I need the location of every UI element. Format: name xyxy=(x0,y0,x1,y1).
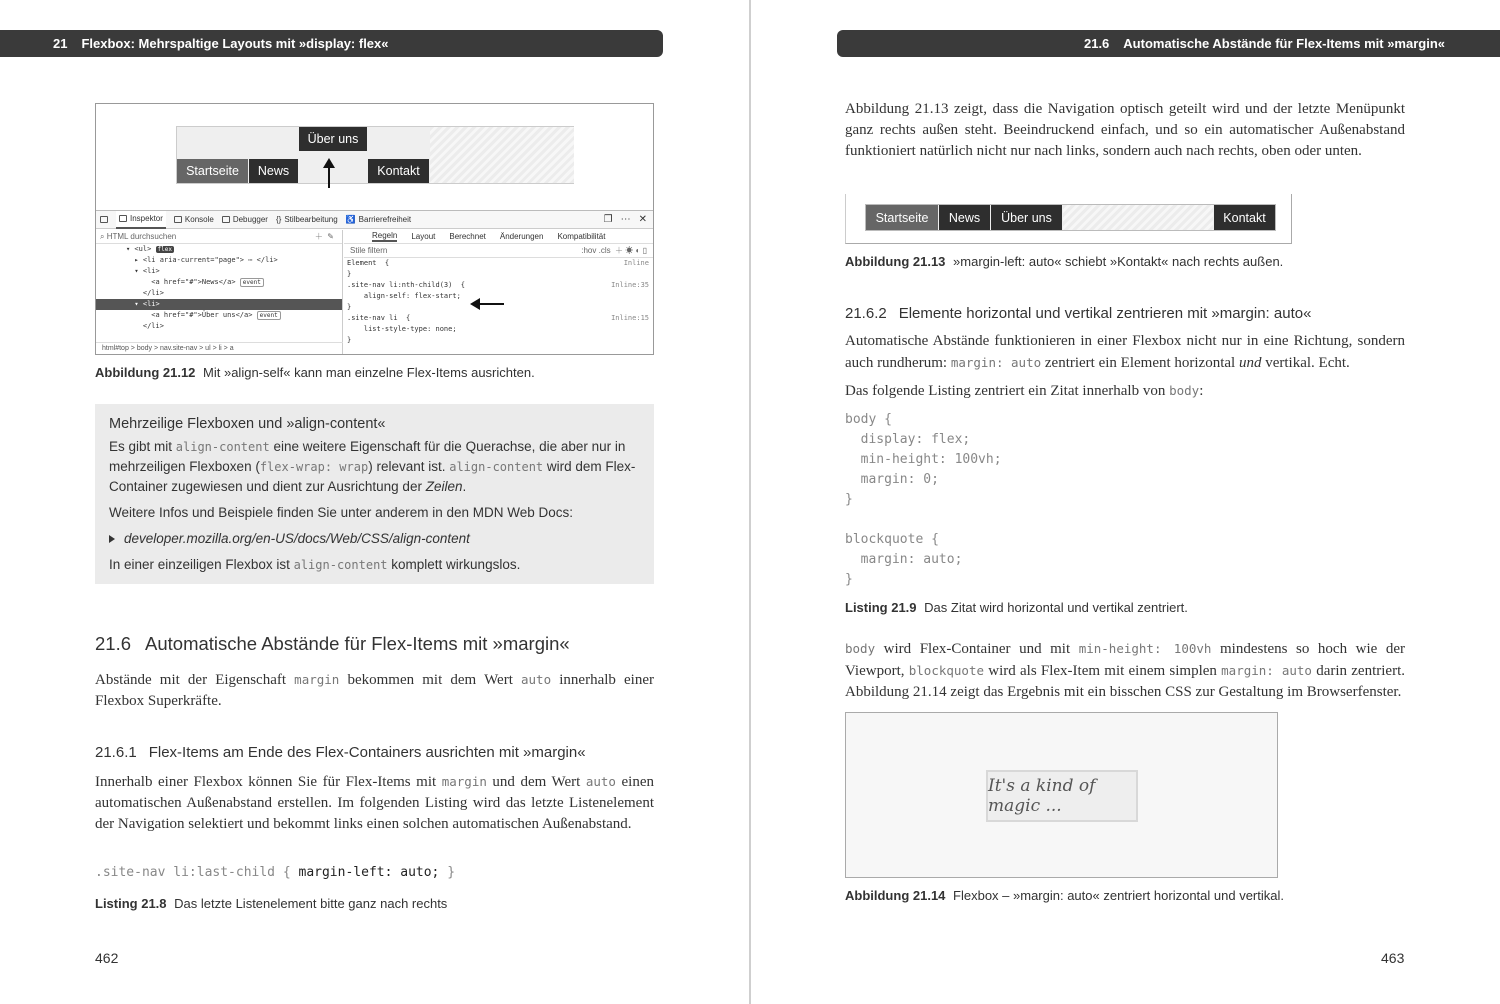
running-header xyxy=(0,30,663,57)
info-box-paragraph: Es gibt mit align-content eine weitere Eigenschaft für die Querachse, die aber nur in mehrzeiligen Flexboxen (flex-wrap: wrap) relevant ist. align-content wird dem Flex-Container zugewiesen und dient zur Ausrichtung der Zeilen. xyxy=(109,439,636,494)
nav-item-about: Über uns xyxy=(299,127,367,151)
tab-changes[interactable]: Änderungen xyxy=(499,232,544,241)
mdn-link[interactable]: developer.mozilla.org/en-US/docs/Web/CSS/align-content xyxy=(109,529,640,549)
rule-line: } xyxy=(347,270,352,278)
dock-icon[interactable]: ❐ xyxy=(603,214,613,225)
nav-item-about: Über uns xyxy=(991,205,1062,230)
figure-caption: Abbildung 21.13 »margin-left: auto« schiebt »Kontakt« nach rechts außen. xyxy=(845,254,1284,269)
section-intro: Abstände mit der Eigenschaft margin bekommen mit dem Wert auto innerhalb einer Flexbox Superkräfte. xyxy=(95,672,655,709)
html-search[interactable] xyxy=(96,230,342,244)
info-box xyxy=(95,404,654,584)
debugger-icon xyxy=(222,216,230,223)
nav-item-home: Startseite xyxy=(866,205,938,230)
tab-rules[interactable]: Regeln xyxy=(372,231,398,240)
code-listing: .site-nav li:last-child { margin-left: auto; } xyxy=(95,865,456,880)
subsection-paragraph: Das folgende Listing zentriert ein Zitat innerhalb von body: xyxy=(845,383,1204,399)
html-search-input[interactable]: HTML durchsuchen xyxy=(106,231,177,241)
blockquote-demo: It's a kind of magic ... xyxy=(986,770,1138,822)
nav-bar xyxy=(865,204,1276,231)
figure-21-12 xyxy=(95,103,654,355)
subsection-paragraph: Innerhalb einer Flexbox können Sie für Flex-Items mit margin und dem Wert auto einen automatischen Außenabstand erstellen. Im folgenden Listing wird das letzte Listenelement der Navigation selektiert und bekommt links einen solchen automatischen Außenabstand. xyxy=(95,774,654,832)
tree-node-selected[interactable]: ▾ <li> xyxy=(96,299,342,310)
figure-21-14 xyxy=(845,712,1278,878)
eyedropper-icon[interactable]: ✎ xyxy=(327,232,334,241)
tree-node[interactable]: </li> xyxy=(126,322,164,330)
console-icon xyxy=(174,216,182,223)
bullet-triangle-icon xyxy=(109,535,115,543)
section-number: 21.6 xyxy=(1083,36,1110,51)
empty-area-hatch xyxy=(430,127,574,183)
tree-node[interactable]: <a href="#">News</a> event xyxy=(96,277,342,288)
rule-line: .site-nav li { Inline:15 xyxy=(347,314,649,322)
section-heading: 21.6 Automatische Abstände für Flex-Items mit »margin« xyxy=(95,633,570,654)
tree-node[interactable]: ▾ <ul> flex xyxy=(126,245,172,253)
braces-icon: {} xyxy=(275,215,282,224)
page-number: 462 xyxy=(95,950,119,966)
rules-tabs xyxy=(344,230,653,244)
print-icon[interactable]: ▯ xyxy=(642,246,647,255)
info-box-paragraph: In einer einzeiligen Flexbox ist align-content komplett wirkungslos. xyxy=(109,557,521,572)
intro-paragraph: Abbildung 21.13 zeigt, dass die Navigation optisch geteilt wird und der letzte Menüpunkt ganz rechts außen steht. Beeindruckend einfach, und so ein automatischer Außenabstand funktioniert natürlich nicht nur nach links, sondern auch nach rechts, oben oder unten. xyxy=(845,101,1405,159)
close-icon[interactable]: ✕ xyxy=(638,214,647,225)
light-mode-icon[interactable]: ☀ xyxy=(625,246,634,255)
accessibility-icon: ♿ xyxy=(345,215,356,224)
listing-caption: Listing 21.8 Das letzte Listenelement bitte ganz nach rechts xyxy=(95,896,448,911)
subsection-heading: 21.6.2 Elemente horizontal und vertikal zentrieren mit »margin: auto« xyxy=(845,305,1312,322)
nav-item-home: Startseite xyxy=(177,159,248,183)
tree-node[interactable]: ▸ <li aria-current="page"> ⋯ </li> xyxy=(126,256,278,264)
search-icon: ⌕ xyxy=(100,231,107,241)
rule-line: Element { Inline xyxy=(347,259,649,267)
more-icon[interactable]: ⋯ xyxy=(620,214,631,225)
rule-line: list-style-type: none; xyxy=(347,325,457,333)
style-filter-input[interactable]: Stile filtern xyxy=(350,246,388,255)
listing-caption: Listing 21.9 Das Zitat wird horizontal und vertikal zentriert. xyxy=(845,600,1188,615)
rules-pane xyxy=(344,230,653,354)
event-badge[interactable]: event xyxy=(240,278,264,287)
figure-caption: Abbildung 21.14 Flexbox – »margin: auto« zentriert horizontal und vertikal. xyxy=(845,888,1284,903)
rule-line: align-self: flex-start; xyxy=(347,292,461,300)
arrow-left-icon xyxy=(478,303,504,305)
subsection-heading: 21.6.1 Flex-Items am Ende des Flex-Containers ausrichten mit »margin« xyxy=(95,744,586,761)
running-header xyxy=(837,30,1500,57)
tab-debugger[interactable]: Debugger xyxy=(222,215,268,224)
inspector-icon xyxy=(119,215,127,222)
section-title: Automatische Abstände für Flex-Items mit »margin« xyxy=(1123,36,1445,51)
nav-item-contact: Kontakt xyxy=(368,159,429,183)
tab-accessibility[interactable]: ♿ Barrierefreiheit xyxy=(345,215,412,224)
tab-inspector[interactable]: Inspektor xyxy=(116,211,166,229)
tab-computed[interactable]: Berechnet xyxy=(449,232,486,241)
rule-line: .site-nav li:nth-child(3) { Inline:35 xyxy=(347,281,649,289)
markup-pane xyxy=(96,230,343,354)
tree-node[interactable]: <a href="#">Über uns</a> event xyxy=(96,310,342,321)
rule-line: } xyxy=(347,303,352,311)
tab-compatibility[interactable]: Kompatibilität xyxy=(557,232,606,241)
explanation-paragraph: body wird Flex-Container und mit min-height: 100vh mindestens so hoch wie der Viewport, blockquote wird als Flex-Item mit einem simplen margin: auto darin zentriert. Abbildung 21.14 zeigt das Ergebnis mit ein bisschen CSS zur Gestaltung im Browserfenster. xyxy=(845,641,1405,700)
nav-item-contact: Kontakt xyxy=(1214,205,1275,230)
dark-mode-icon[interactable]: ◐ xyxy=(635,246,641,255)
css-rules xyxy=(344,258,653,346)
style-filter xyxy=(344,244,653,258)
tab-style-editor[interactable]: {} Stilbearbeitung xyxy=(275,215,338,224)
pseudo-class-toggle[interactable]: :hov .cls xyxy=(581,246,611,255)
rule-line: } xyxy=(347,336,352,344)
info-box-title: Mehrzeilige Flexboxen und »align-content« xyxy=(109,416,386,432)
devtools-window-controls xyxy=(604,214,647,225)
arrow-up-icon xyxy=(328,160,330,188)
add-node-icon[interactable]: ＋ xyxy=(314,232,323,241)
devtools-panel xyxy=(96,210,653,354)
add-rule-icon[interactable]: ＋ xyxy=(615,246,624,255)
nav-item-news: News xyxy=(939,205,990,230)
empty-area-hatch xyxy=(1063,205,1213,230)
markup-tree xyxy=(96,244,342,332)
info-box-paragraph: Weitere Infos und Beispiele finden Sie unter anderem in den MDN Web Docs: xyxy=(109,505,573,520)
chapter-number: 21 xyxy=(53,36,68,51)
right-page xyxy=(751,0,1500,1004)
code-listing: body { display: flex; min-height: 100vh; margin: 0; } blockquote { margin: auto; } xyxy=(845,412,1002,587)
left-page xyxy=(0,0,749,1004)
devtools-tabs xyxy=(96,211,653,229)
nav-demo xyxy=(176,126,574,184)
nav-item-news: News xyxy=(249,159,298,183)
tab-layout[interactable]: Layout xyxy=(411,232,436,241)
flex-badge[interactable]: flex xyxy=(157,246,172,253)
tab-console[interactable]: Konsole xyxy=(174,215,214,224)
tree-node[interactable]: </li> xyxy=(126,289,164,297)
chapter-title: Flexbox: Mehrspaltige Layouts mit »display: flex« xyxy=(81,36,389,51)
tree-node[interactable]: ▾ <li> xyxy=(126,267,160,275)
event-badge[interactable]: event xyxy=(257,311,281,320)
subsection-paragraph: Automatische Abstände funktionieren in einer Flexbox nicht nur in eine Richtung, sondern auch rundherum: margin: auto zentriert ein Element horizontal und vertikal. Echt. xyxy=(845,333,1405,371)
figure-caption: Abbildung 21.12 Mit »align-self« kann man einzelne Flex-Items ausrichten. xyxy=(95,365,535,380)
page-number: 463 xyxy=(1381,950,1405,966)
breadcrumb[interactable]: html#top > body > nav.site-nav > ul > li > a xyxy=(96,342,343,354)
figure-21-13 xyxy=(845,194,1292,244)
pick-element-icon[interactable] xyxy=(100,216,108,223)
